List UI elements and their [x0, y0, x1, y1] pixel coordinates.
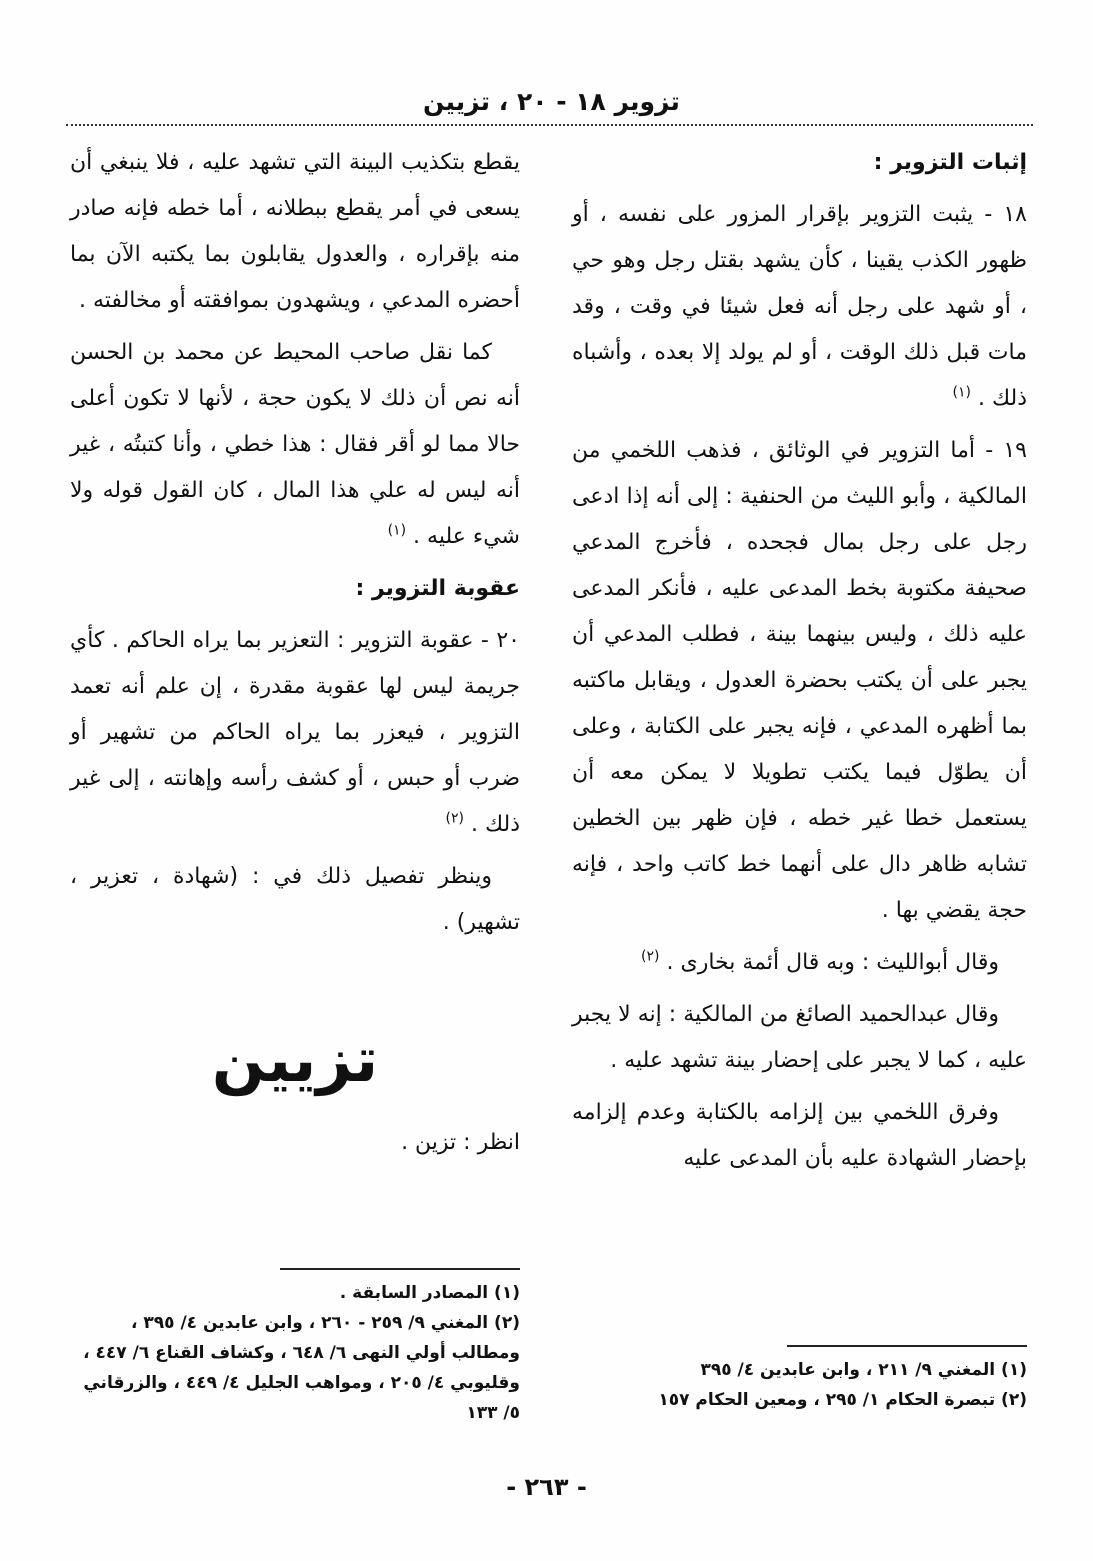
footnote-ref[interactable]: (١)	[952, 384, 971, 401]
paragraph-muhit: كما نقل صاحب المحيط عن محمد بن الحسن أنه نص أن ذلك لا يكون حجة ، لأنها لا تكون أعلى حالا مما لو أقر فقال : هذا خطي ، وأنا كتبتُه ، غير أنه ليس له علي هذا المال ، كان القول قوله ولا شيء عليه . $^{(١)}$	[70, 340, 520, 549]
footnote-ref[interactable]: (٢)	[445, 810, 464, 827]
section-title-punishment: عقوبة التزوير :	[355, 576, 520, 601]
paragraph-lakhmi: وفرق اللخمي بين إلزامه بالكتابة وعدم إلزامه بإحضار الشهادة عليه بأن المدعى عليه	[572, 1100, 1027, 1171]
paragraph-see-details: وينظر تفصيل ذلك في : (شهادة ، تعزير ، تشهير) .	[70, 864, 520, 935]
footnote-item: (١) المغني ٩/ ٢١١ ، وابن عابدين ٤/ ٣٩٥	[700, 1360, 1027, 1380]
paragraph-abu-layth: وقال أبوالليث : وبه قال أئمة بخارى . $^{(٢)}$	[641, 948, 999, 975]
footnotes-left	[70, 1268, 520, 1428]
paragraph-18: ١٨ - يثبت التزوير بإقرار المزور على نفسه ، أو ظهور الكذب يقينا ، كأن يشهد بقتل رجل وهو حي ، أو شهد على رجل أنه فعل شيئا في وقت ، وقد مات قبل ذلك الوقت ، أو لم يولد إلا بعده ، وأشباه ذلك . $^{(١)}$	[572, 202, 1027, 411]
paragraph-continuation: يقطع بتكذيب البينة التي تشهد عليه ، فلا ينبغي أن يسعى في أمر يقطع ببطلانه ، أما خطه فإنه صادر منه بإقراره ، والعدول يقابلون بما يكتبه الآن بما أحضره المدعي ، ويشهدون بموافقته أو مخالفته .	[70, 150, 520, 313]
page-number: - ٢٦٣ -	[506, 1473, 587, 1501]
page-header: تزوير ١٨ - ٢٠ ، تزيين	[423, 87, 680, 116]
footnote-ref[interactable]: (١)	[387, 522, 407, 539]
right-column	[572, 140, 1027, 1188]
section-title-proof: إثبات التزوير :	[873, 150, 1027, 175]
footnotes-right	[572, 1345, 1027, 1415]
left-column	[70, 140, 520, 1172]
footnote-item: (٢) تبصرة الحكام ١/ ٢٩٥ ، ومعين الحكام ١٥٧	[658, 1390, 1027, 1410]
footnote-ref[interactable]: (٢)	[641, 948, 660, 965]
paragraph-20: ٢٠ - عقوبة التزوير : التعزير بما يراه الحاكم . كأي جريمة ليس لها عقوبة مقدرة ، إن علم أنه تعمد التزوير ، فيعزر بما يراه الحاكم من تشهير أو ضرب أو حبس ، أو كشف رأسه وإهانته ، إلى غير ذلك . $^{(٢)}$	[70, 628, 520, 837]
header-divider	[66, 124, 1033, 126]
see-also: انظر : تزين .	[401, 1130, 520, 1155]
footnote-item: (٢) المغني ٩/ ٢٥٩ - ٢٦٠ ، وابن عابدين ٤/ ٣٩٥ ، ومطالب أولي النهى ٦/ ٦٤٨ ، وكشاف القناع ٦/ ٤٤٧ ، وقليوبي ٤/ ٢٠٥ ، ومواهب الجليل ٤/ ٤٤٩ ، والزرقاني ٥/ ١٣٣	[83, 1313, 520, 1423]
footnote-divider	[787, 1345, 1027, 1347]
footnote-divider	[280, 1268, 520, 1270]
paragraph-19: ١٩ - أما التزوير في الوثائق ، فذهب اللخمي من المالكية ، وأبو الليث من الحنفية : إلى أنه إذا ادعى رجل على رجل بمال فجحده ، فأخرج المدعي صحيفة مكتوبة بخط المدعى عليه ، فأنكر المدعى عليه ذلك ، وليس بينهما بينة ، فطلب المدعي أن يجبر على أن يكتب بحضرة العدول ، ويقابل ماكتبه بما أظهره المدعي ، فإنه يجبر على الكتابة ، وعلى أن يطوّل فيما يكتب تطويلا لا يمكن معه أن يستعمل خطا غير خطه ، فإن ظهر بين الخطين تشابه ظاهر دال على أنهما خط كاتب واحد ، فإنه حجة يقضي بها .	[572, 438, 1027, 923]
paragraph-abdulhamid: وقال عبدالحميد الصائغ من المالكية : إنه لا يجبر عليه ، كما لا يجبر على إحضار بينة تشهد عليه .	[572, 1002, 1027, 1073]
entry-title: تزيين	[211, 1023, 379, 1096]
footnote-item: (١) المصادر السابقة .	[339, 1283, 520, 1303]
